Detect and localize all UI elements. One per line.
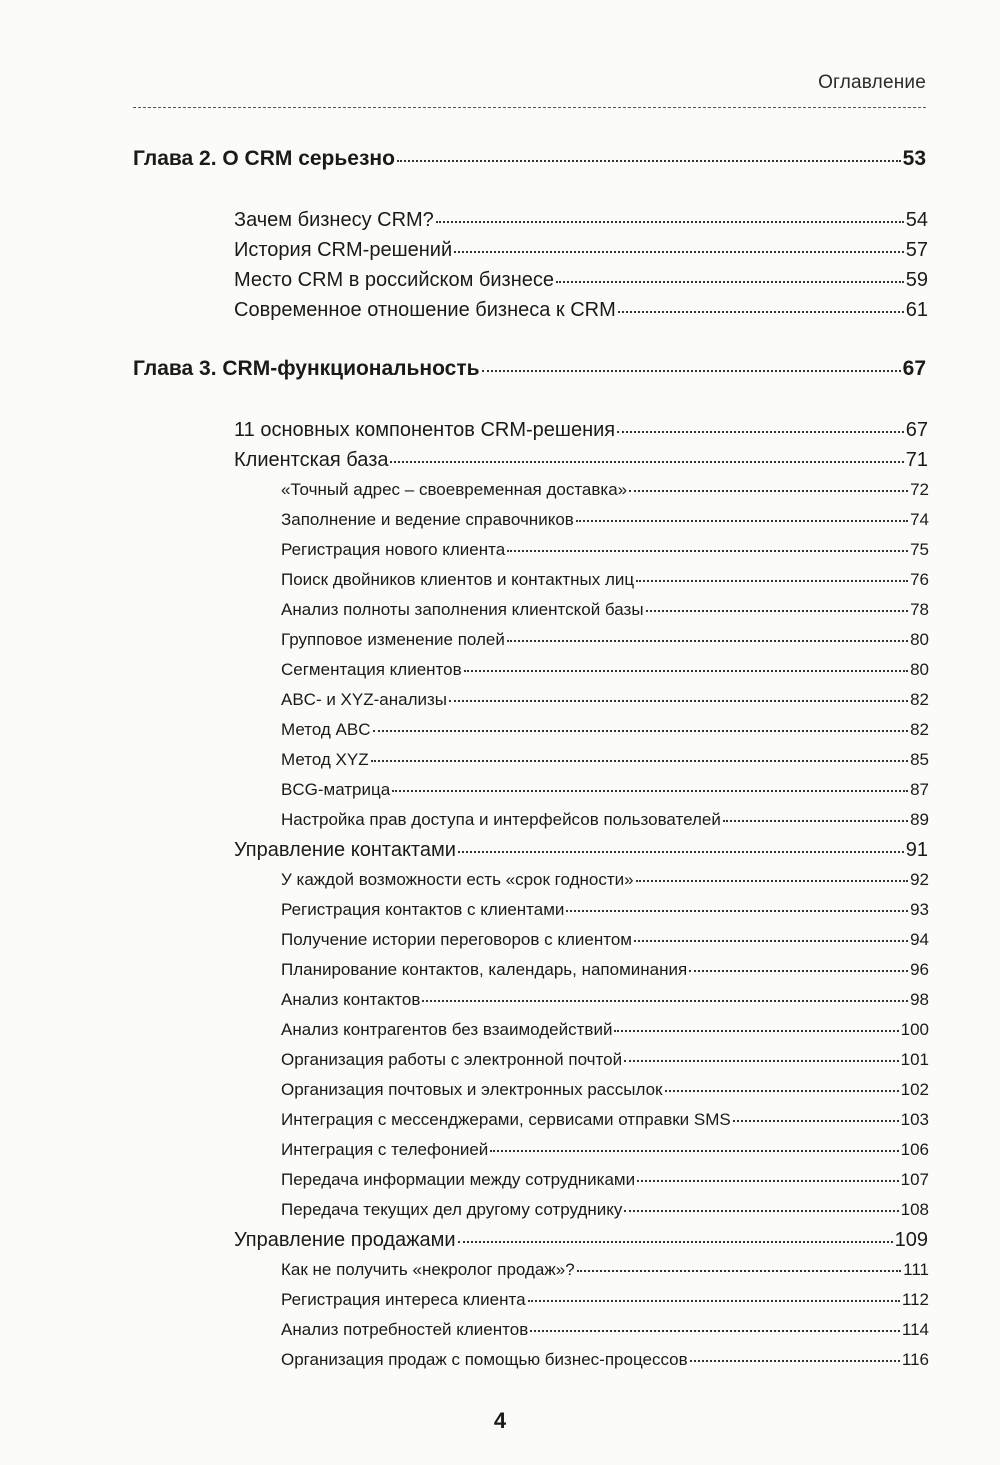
toc-entry-label: Зачем бизнесу CRM? xyxy=(234,209,434,231)
leader-dots xyxy=(556,280,904,283)
toc-entry-label: 11 основных компонентов CRM-решения xyxy=(234,419,616,441)
toc-chapter-3[interactable] xyxy=(133,357,926,381)
running-header-title: Оглавление xyxy=(818,72,926,93)
toc-subsection[interactable] xyxy=(281,600,929,620)
leader-dots xyxy=(576,519,908,522)
toc-entry-label: Регистрация контактов с клиентами xyxy=(281,900,565,919)
toc-entry-label: Управление контактами xyxy=(234,839,456,861)
toc-entry-page: 101 xyxy=(900,1050,929,1069)
toc-entry-page: 109 xyxy=(894,1229,928,1251)
leader-dots xyxy=(577,1269,901,1272)
toc-entry-page: 67 xyxy=(905,419,928,441)
toc-entry-page: 107 xyxy=(900,1170,929,1189)
leader-dots xyxy=(634,939,908,942)
toc-entry-label: Сегментация клиентов xyxy=(281,660,462,679)
toc-chapter-2[interactable] xyxy=(133,147,926,171)
toc-subsection[interactable] xyxy=(281,1200,929,1220)
toc-subsection[interactable] xyxy=(281,900,929,920)
toc-entry-page: 102 xyxy=(900,1080,929,1099)
leader-dots xyxy=(624,1209,898,1212)
leader-dots xyxy=(636,579,908,582)
toc-subsection[interactable] xyxy=(281,690,929,710)
toc-subsection[interactable] xyxy=(281,1170,929,1190)
toc-subsection[interactable] xyxy=(281,540,929,560)
leader-dots xyxy=(530,1329,900,1332)
toc-entry-label: Регистрация нового клиента xyxy=(281,540,506,559)
toc-subsection[interactable] xyxy=(281,660,929,680)
toc-subsection[interactable] xyxy=(281,1290,929,1310)
toc-entry-page: 71 xyxy=(905,449,928,471)
leader-dots xyxy=(629,489,908,492)
toc-subsection[interactable] xyxy=(281,960,929,980)
toc-subsection[interactable] xyxy=(281,750,929,770)
toc-entry-label: Настройка прав доступа и интерфейсов пользователей xyxy=(281,810,721,829)
leader-dots xyxy=(397,159,901,162)
toc-subsection[interactable] xyxy=(281,630,929,650)
leader-dots xyxy=(617,430,904,433)
leader-dots xyxy=(566,909,908,912)
toc-subsection[interactable] xyxy=(281,510,929,530)
toc-section[interactable] xyxy=(234,209,928,232)
toc-entry-page: 94 xyxy=(910,930,929,949)
leader-dots xyxy=(371,759,908,762)
toc-entry-label: Интеграция с телефонией xyxy=(281,1140,489,1159)
toc-entry-page: 112 xyxy=(901,1290,929,1309)
toc-entry-label: Анализ контактов xyxy=(281,990,421,1009)
toc-entry-label: Глава 2. О CRM серьезно xyxy=(133,147,395,170)
leader-dots xyxy=(528,1299,900,1302)
toc-entry-label: Организация работы с электронной почтой xyxy=(281,1050,623,1069)
toc-subsection[interactable] xyxy=(281,1050,929,1070)
toc-subsection[interactable] xyxy=(281,480,929,500)
toc-section[interactable] xyxy=(234,239,928,262)
toc-entry-page: 53 xyxy=(902,147,926,170)
toc-section[interactable] xyxy=(234,299,928,322)
leader-dots xyxy=(733,1119,899,1122)
toc-entry-page: 103 xyxy=(900,1110,929,1129)
toc-entry-label: Получение истории переговоров с клиентом xyxy=(281,930,632,949)
toc-subsection[interactable] xyxy=(281,990,929,1010)
toc-entry-page: 106 xyxy=(900,1140,929,1159)
toc-entry-label: Интеграция с мессенджерами, сервисами отправки SMS xyxy=(281,1110,731,1129)
toc-entry-label: «Точный адрес – своевременная доставка» xyxy=(281,480,628,499)
toc-entry-page: 96 xyxy=(910,960,929,979)
leader-dots xyxy=(458,1240,893,1243)
toc-entry-page: 87 xyxy=(910,780,929,799)
leader-dots xyxy=(464,669,908,672)
toc-entry-label: Место CRM в российском бизнесе xyxy=(234,269,554,291)
leader-dots xyxy=(482,369,901,372)
leader-dots xyxy=(373,729,909,732)
toc-subsection[interactable] xyxy=(281,570,929,590)
leader-dots xyxy=(624,1059,899,1062)
leader-dots xyxy=(422,999,908,1002)
leader-dots xyxy=(646,609,909,612)
toc-subsection[interactable] xyxy=(281,870,929,890)
leader-dots xyxy=(637,1179,899,1182)
toc-entry-page: 80 xyxy=(910,630,929,649)
toc-entry-page: 54 xyxy=(905,209,928,231)
toc-entry-page: 82 xyxy=(910,720,929,739)
toc-entry-page: 57 xyxy=(905,239,928,261)
leader-dots xyxy=(618,310,904,313)
leader-dots xyxy=(689,969,908,972)
toc-entry-page: 108 xyxy=(900,1200,929,1219)
toc-entry-label: Организация продаж с помощью бизнес-процессов xyxy=(281,1350,688,1369)
toc-section[interactable] xyxy=(234,1229,928,1252)
toc-subsection[interactable] xyxy=(281,1320,929,1340)
toc-entry-page: 85 xyxy=(910,750,929,769)
toc-entry-label: Поиск двойников клиентов и контактных лиц xyxy=(281,570,635,589)
toc-entry-label: Регистрация интереса клиента xyxy=(281,1290,526,1309)
toc-entry-page: 89 xyxy=(910,810,929,829)
toc-subsection[interactable] xyxy=(281,1020,929,1040)
toc-entry-label: Клиентская база xyxy=(234,449,389,471)
toc-subsection[interactable] xyxy=(281,780,929,800)
toc-entry-page: 114 xyxy=(901,1320,929,1339)
toc-entry-page: 91 xyxy=(905,839,928,861)
leader-dots xyxy=(507,639,908,642)
toc-entry-page: 100 xyxy=(900,1020,929,1039)
toc-entry-label: Заполнение и ведение справочников xyxy=(281,510,574,529)
toc-subsection[interactable] xyxy=(281,1110,929,1130)
toc-entry-label: Планирование контактов, календарь, напоминания xyxy=(281,960,688,979)
leader-dots xyxy=(665,1089,899,1092)
toc-entry-page: 82 xyxy=(910,690,929,709)
toc-subsection[interactable] xyxy=(281,1080,929,1100)
leader-dots xyxy=(507,549,908,552)
leader-dots xyxy=(458,850,904,853)
toc-entry-page: 74 xyxy=(910,510,929,529)
toc-entry-page: 92 xyxy=(910,870,929,889)
leader-dots xyxy=(392,789,908,792)
toc-subsection[interactable] xyxy=(281,1350,929,1370)
leader-dots xyxy=(436,220,904,223)
toc-entry-label: История CRM-решений xyxy=(234,239,453,261)
toc-entry-label: Анализ контрагентов без взаимодействий xyxy=(281,1020,613,1039)
toc-entry-label: Управление продажами xyxy=(234,1229,456,1251)
toc-section[interactable] xyxy=(234,419,928,442)
toc-entry-label: BCG-матрица xyxy=(281,780,391,799)
leader-dots xyxy=(636,879,909,882)
toc-entry-label: ABC- и XYZ-анализы xyxy=(281,690,448,709)
toc-entry-label: Метод XYZ xyxy=(281,750,369,769)
toc-entry-label: У каждой возможности есть «срок годности» xyxy=(281,870,634,889)
toc-entry-label: Передача текущих дел другому сотруднику xyxy=(281,1200,623,1219)
header-divider xyxy=(133,107,926,108)
leader-dots xyxy=(690,1359,900,1362)
toc-section[interactable] xyxy=(234,839,928,862)
toc-entry-page: 80 xyxy=(910,660,929,679)
toc-entry-label: Глава 3. CRM-функциональность xyxy=(133,357,480,380)
toc-subsection[interactable] xyxy=(281,720,929,740)
toc-entry-page: 67 xyxy=(902,357,926,380)
toc-entry-label: Групповое изменение полей xyxy=(281,630,505,649)
toc-entry-page: 61 xyxy=(905,299,928,321)
toc-entry-page: 76 xyxy=(910,570,929,589)
page-number: 4 xyxy=(493,1408,507,1433)
toc-section[interactable] xyxy=(234,449,928,472)
toc-subsection[interactable] xyxy=(281,1140,929,1160)
toc-entry-label: Передача информации между сотрудниками xyxy=(281,1170,636,1189)
leader-dots xyxy=(723,819,908,822)
toc-subsection[interactable] xyxy=(281,930,929,950)
toc-entry-page: 78 xyxy=(910,600,929,619)
toc-subsection[interactable] xyxy=(281,810,929,830)
toc-entry-page: 75 xyxy=(910,540,929,559)
leader-dots xyxy=(390,460,903,463)
toc-entry-page: 59 xyxy=(905,269,928,291)
toc-entry-page: 111 xyxy=(903,1260,929,1279)
leader-dots xyxy=(614,1029,898,1032)
toc-entry-label: Метод ABC xyxy=(281,720,371,739)
toc-entry-label: Анализ потребностей клиентов xyxy=(281,1320,529,1339)
leader-dots xyxy=(449,699,908,702)
toc-entry-label: Организация почтовых и электронных рассылок xyxy=(281,1080,663,1099)
toc-entry-label: Современное отношение бизнеса к CRM xyxy=(234,299,616,321)
toc-entry-page: 98 xyxy=(910,990,929,1009)
toc-entry-page: 93 xyxy=(910,900,929,919)
toc-entry-label: Анализ полноты заполнения клиентской базы xyxy=(281,600,644,619)
leader-dots xyxy=(490,1149,898,1152)
toc-entry-page: 72 xyxy=(910,480,929,499)
toc-entry-page: 116 xyxy=(901,1350,929,1369)
toc-subsection[interactable] xyxy=(281,1260,929,1280)
toc-section[interactable] xyxy=(234,269,928,292)
toc-entry-label: Как не получить «некролог продаж»? xyxy=(281,1260,575,1279)
leader-dots xyxy=(454,250,904,253)
